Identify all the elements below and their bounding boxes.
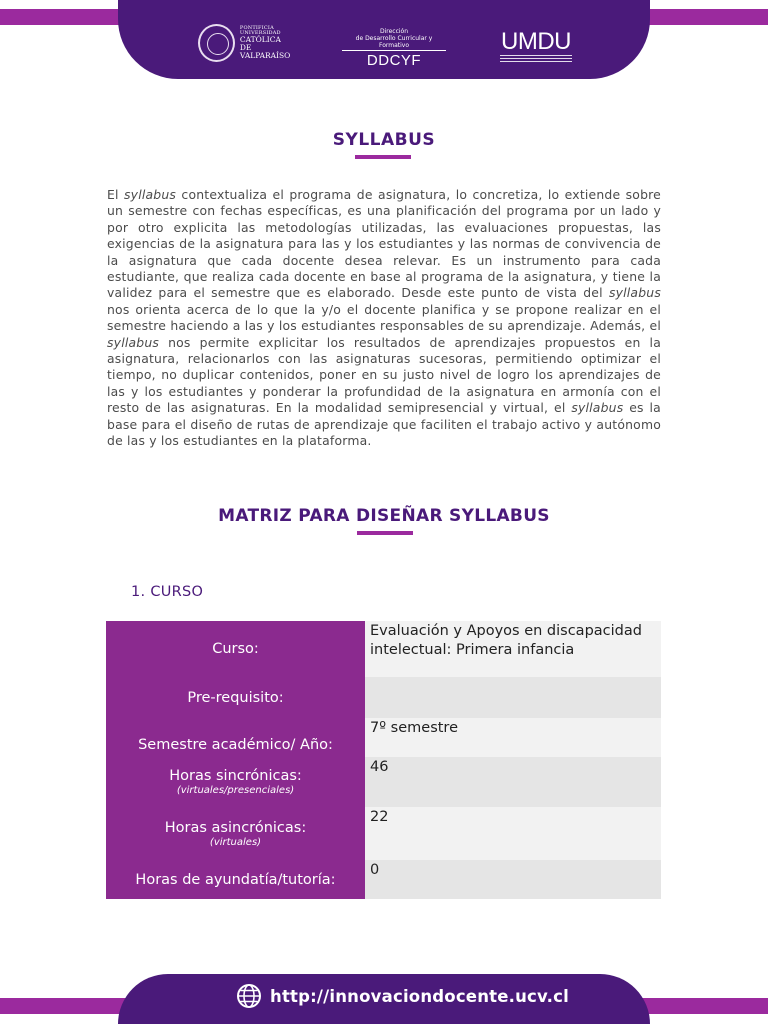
footer-link[interactable] (236, 983, 569, 1009)
intro-text-3: nos orienta acerca de lo que la y/o el docente planifica y se propone realizar en el semestre haciendo a las y los estudiantes responsables de su aprendizaje. Además, el (107, 301, 661, 334)
table-label (106, 860, 365, 899)
ucv-logo-text (240, 26, 293, 60)
ucv-logo-line4: VALPARAÍSO (239, 51, 291, 61)
ddcyf-logo-mark: DDCYF (366, 52, 422, 69)
ddcyf-logo (342, 28, 446, 69)
intro-emphasis-2: syllabus (608, 285, 661, 301)
intro-paragraph (107, 187, 661, 450)
table-row-horas-sincronicas (106, 757, 661, 807)
table-value: 46 (365, 757, 661, 807)
table-value: 22 (365, 807, 661, 860)
table-value (365, 677, 661, 718)
table-label (106, 757, 365, 807)
umdu-logo-mark: UMDU (501, 28, 571, 55)
page-title: SYLLABUS (332, 130, 436, 150)
matrix-title-underline (357, 531, 413, 535)
intro-emphasis-4: syllabus (571, 400, 624, 416)
title-underline (355, 155, 411, 159)
table-label-text: Curso: (212, 641, 259, 657)
table-label (106, 621, 365, 677)
ucv-logo-line3: CATÓLICA DE (239, 35, 281, 53)
table-label-note: (virtuales) (209, 836, 262, 848)
table-row-prerequisito (106, 677, 661, 718)
table-label (106, 718, 365, 757)
ddcyf-logo-line2: de Desarrollo Curricular y Formativo (342, 35, 446, 51)
intro-emphasis-1: syllabus (124, 187, 177, 202)
table-row-horas-ayudantia (106, 860, 661, 899)
intro-text-5: es la base para el diseño de rutas de aprendizaje que faciliten el trabajo activo y autónomo de las y los estudiantes en la plataforma. (107, 400, 661, 449)
table-row-curso (106, 621, 661, 677)
table-label-text: Horas sincrónicas: (169, 768, 302, 784)
intro-emphasis-3: syllabus (107, 334, 160, 350)
ucv-logo-line1: PONTIFICIA (239, 24, 274, 31)
globe-icon (236, 983, 262, 1009)
umdu-logo (500, 30, 572, 64)
table-label-note: (virtuales/presenciales) (176, 785, 295, 796)
ucv-logo (198, 21, 293, 65)
ucv-logo-line2: UNIVERSIDAD (239, 30, 281, 37)
table-row-semestre (106, 718, 661, 757)
table-row-horas-asincronicas (106, 807, 661, 860)
table-value: Evaluación y Apoyos en discapacidad intelectual: Primera infancia (365, 621, 661, 677)
table-label-text: Pre-requisito: (187, 689, 284, 706)
intro-text-2: contextualiza el programa de asignatura, lo concretiza, lo extiende sobre un semestre con fechas específicas, es una planificación del programa por un lado y por otro explicita las metodologías utilizadas, las evaluaciones propuestas, las exigencias de la asignatura para las y los estudiantes y las normas de convivencia de la asignatura que cada docente desea relevar. Es un instrumento para cada estudiante, que realiza cada docente en base al programa de la asignatura, y tiene la validez para el semestre que es elaborado. Desde este punto de vista del (107, 187, 661, 301)
table-label (106, 807, 365, 860)
intro-text-1: El (107, 187, 125, 202)
table-label (106, 677, 365, 718)
ddcyf-logo-line1: Dirección (379, 28, 409, 35)
intro-text-4: nos permite explicitar los resultados de aprendizajes propuestos en la asignatura, relacionarlos con las asignaturas sucesoras, permitiendo optimizar el tiempo, no duplicar contenidos, poner en su justo nivel de logro los aprendizajes de las y los estudiantes y ponderar la profundidad de la asignatura en armonía con el resto de las asignaturas. En la modalidad semipresencial y virtual, el (107, 334, 661, 416)
course-table (106, 621, 661, 899)
matrix-title: MATRIZ PARA DISEÑAR SYLLABUS (218, 506, 550, 526)
table-label-text: Horas asincrónicas: (164, 819, 307, 836)
table-label-text: Horas de ayundatía/tutoría: (135, 871, 336, 888)
table-label-text: Semestre académico/ Año: (138, 737, 333, 753)
section-heading-curso: 1. CURSO (131, 584, 204, 600)
table-value: 7º semestre (365, 718, 661, 757)
table-value: 0 (365, 860, 661, 899)
umdu-logo-fineprint (500, 55, 572, 64)
footer-url[interactable]: http://innovaciondocente.ucv.cl (270, 986, 569, 1006)
ucv-seal-icon (198, 24, 235, 62)
